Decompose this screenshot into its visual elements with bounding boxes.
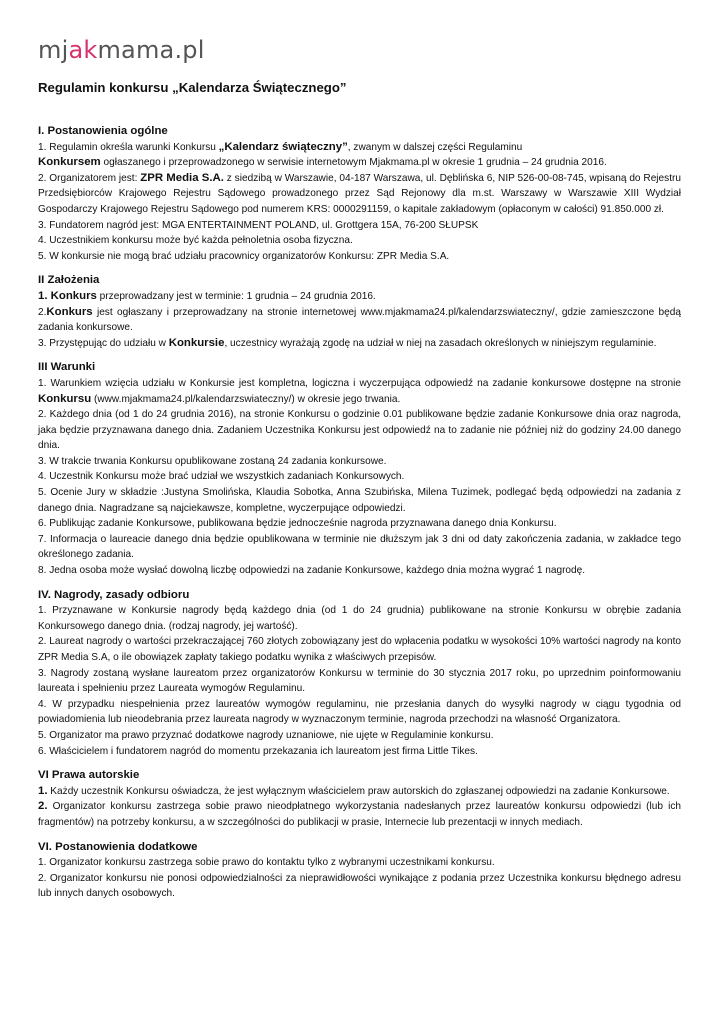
paragraph: 3. Nagrody zostaną wysłane laureatom przez organizatorów Konkursu w terminie do 30 stycznia 2017 roku, po uprzednim poinformowaniu laureata i spełnieniu przez Laureata wymogów Regulaminu. bbox=[38, 667, 681, 695]
text: , zwanym w dalszej części Regulaminu bbox=[347, 141, 523, 153]
text: ogłaszanego i przeprowadzonego w serwisie internetowym Mjakmama.pl w okresie 1 grudnia – 24 grudnia 2016. bbox=[100, 157, 607, 169]
paragraph: 4. Uczestnik Konkursu może brać udział we wszystkich zadaniach Konkursowych. bbox=[38, 471, 405, 483]
organizer-name: ZPR Media S.A. bbox=[140, 171, 224, 184]
paragraph: 6. Właścicielem i fundatorem nagród do momentu przekazania ich laureatom jest firma Little Tikes. bbox=[38, 745, 478, 757]
document-title: Regulamin konkursu „Kalendarza Świątecznego” bbox=[38, 80, 347, 95]
paragraph: 5. W konkursie nie mogą brać udziału pracownicy organizatorów Konkursu: ZPR Media S.A. bbox=[38, 250, 450, 262]
emphasis: Konkursie bbox=[168, 336, 225, 349]
logo-text-accent: ak bbox=[68, 36, 98, 64]
paragraph: 8. Jedna osoba może wysłać dowolną liczbę odpowiedzi na zadanie Konkursowe, każdego dnia można wygrać 1 nagrodę. bbox=[38, 565, 586, 577]
paragraph: 4. Uczestnikiem konkursu może być każda pełnoletnia osoba fizyczna. bbox=[38, 235, 353, 247]
text: , uczestnicy wyrażają zgodę na udział w niej na zasadach określonych w niniejszym regulaminie. bbox=[224, 337, 657, 349]
paragraph: 1. Przyznawane w Konkursie nagrody będą każdego dnia (od 1 do 24 grudnia) publikowane na stronie Konkursu w obrębie zadania Konkursowego danego dnia. (rodzaj nagrody, jej wartość). bbox=[38, 605, 681, 632]
text: 3. Przystępując do udziału w bbox=[38, 337, 169, 349]
emphasis: 1. Konkurs bbox=[38, 289, 97, 302]
emphasis: Konkurs bbox=[46, 305, 93, 318]
section-heading: III Warunki bbox=[38, 361, 96, 374]
paragraph: 3. W trakcie trwania Konkursu opublikowane zostaną 24 zadania konkursowe. bbox=[38, 455, 387, 467]
text: 1. Warunkiem wzięcia udziału w Konkursie jest kompletna, logiczna i wyczerpująca odpowiedź na zadanie konkursowe dostępne na stronie bbox=[38, 377, 681, 389]
paragraph bbox=[38, 376, 681, 407]
logo-text-start: mj bbox=[38, 36, 69, 64]
paragraph: 2. Każdego dnia (od 1 do 24 grudnia 2016), na stronie Konkursu o godzinie 0.01 publikowane będzie zadanie Konkursowe dnia oraz nagroda, jaka będzie przyznawana danego dnia. Zadaniem Uczestnika Konkursu jest odpowiedź na to zadanie nie później niż do godziny 24.00 danego dnia. bbox=[38, 409, 681, 452]
paragraph bbox=[38, 305, 681, 336]
section-prizes bbox=[38, 588, 681, 760]
paragraph bbox=[38, 140, 681, 156]
text: 2. Organizatorem jest: bbox=[38, 172, 141, 184]
text: Każdy uczestnik Konkursu oświadcza, że jest wyłącznym właścicielem praw autorskich do zgłaszanej odpowiedzi na zadanie Konkursowe. bbox=[47, 785, 670, 797]
section-general-provisions bbox=[38, 124, 681, 264]
paragraph: 2. Laureat nagrody o wartości przekraczającej 760 złotych zobowiązany jest do wpłacenia podatku w wysokości 10% wartości nagrody na konto ZPR Media S.A, o ile obowiązek zapłaty takiego podatku wynika z właściwych przepisów. bbox=[38, 636, 681, 663]
paragraph bbox=[38, 171, 681, 218]
paragraph: 5. Ocenie Jury w składzie :Justyna Smolińska, Klaudia Sobotka, Anna Szubińska, Milena Tuzimek, podlegać będą odpowiedzi na zadania z danego dnia. Nagradzane są najciekawsze, kompletne, wyczerpujące odpowiedzi. bbox=[38, 487, 681, 514]
contest-name: „Kalendarz świąteczny” bbox=[218, 140, 348, 153]
paragraph: 1. Organizator konkursu zastrzega sobie prawo do kontaktu tylko z wybranymi uczestnikami konkursu. bbox=[38, 857, 495, 869]
paragraph bbox=[38, 784, 681, 800]
emphasis: Konkursu bbox=[38, 392, 92, 405]
section-heading: IV. Nagrody, zasady odbioru bbox=[38, 588, 190, 601]
section-additional-provisions bbox=[38, 840, 681, 902]
paragraph: 6. Publikując zadanie Konkursowe, publikowana będzie jednocześnie nagroda przyznawana danego dnia Konkursu. bbox=[38, 518, 557, 530]
site-logo[interactable] bbox=[38, 36, 205, 64]
section-heading: II Założenia bbox=[38, 274, 100, 287]
emphasis: 2. bbox=[38, 800, 48, 813]
text: (www.mjakmama24.pl/kalendarzswiateczny/) w okresie jego trwania. bbox=[91, 393, 401, 405]
text: przeprowadzany jest w terminie: 1 grudnia – 24 grudnia 2016. bbox=[96, 290, 376, 302]
paragraph: 7. Informacja o laureacie danego dnia będzie opublikowana w terminie nie dłuższym jak 3 dni od daty zakończenia zadania, w zakładce tego określonego zadania. bbox=[38, 533, 681, 561]
text: 2. bbox=[38, 306, 47, 318]
text: Organizator konkursu zastrzega sobie prawo nieodpłatnego wykorzystania nadesłanych przez laureatów konkursu odpowiedzi (lub ich fragmentów) na potrzeby konkursu, a w szczególności do publikacji w prasie, Internecie lub prezentacji w innych mediach. bbox=[38, 801, 681, 828]
paragraph: 5. Organizator ma prawo przyznać dodatkowe nagrody uznaniowe, nie ujęte w Regulaminie konkursu. bbox=[38, 729, 494, 741]
text: jest ogłaszany i przeprowadzany na stronie internetowej www.mjakmama24.pl/kalendarzswiateczny/, gdzie zamieszczone będą zadania konkursowe. bbox=[38, 306, 681, 334]
section-conditions bbox=[38, 360, 681, 578]
paragraph bbox=[38, 289, 681, 305]
section-copyright bbox=[38, 768, 681, 830]
paragraph: 2. Organizator konkursu nie ponosi odpowiedzialności za nieprawidłowości wynikające z podania przez Uczestnika konkursu błędnego adresu lub innych danych osobowych. bbox=[38, 872, 681, 900]
logo-text-end: mama.pl bbox=[97, 36, 205, 64]
text: 1. Regulamin określa warunki Konkursu bbox=[38, 141, 219, 153]
paragraph bbox=[38, 155, 681, 171]
section-assumptions bbox=[38, 273, 681, 351]
section-heading: VI. Postanowienia dodatkowe bbox=[38, 840, 198, 853]
paragraph bbox=[38, 336, 681, 352]
emphasis: Konkursem bbox=[38, 156, 101, 169]
section-heading: I. Postanowienia ogólne bbox=[38, 125, 168, 137]
paragraph: 4. W przypadku niespełnienia przez laureatów wymogów regulaminu, nie przesłania danych do wysyłki nagrody w ciągu tygodnia od powiadomienia lub nieodebrania przez laureata nagrody w wyznaczonym terminie, nagroda przechodzi na własność Organizatora. bbox=[38, 698, 681, 726]
paragraph bbox=[38, 799, 681, 830]
paragraph: 3. Fundatorem nagród jest: MGA ENTERTAINMENT POLAND, ul. Grottgera 15A, 76-200 SŁUPSK bbox=[38, 219, 479, 231]
section-heading: VI Prawa autorskie bbox=[38, 769, 140, 782]
emphasis: 1. bbox=[38, 784, 48, 797]
document-body bbox=[38, 124, 681, 909]
text: z siedzibą w Warszawie, 04-187 Warszawa, ul. Dęblińska 6, NIP 526-00-08-745, wpisaną do Rejestru Przedsiębiorców Krajowego Rejestru Sądowego prowadzonego przez Sąd Rejonowy dla m.st. Warszawy w Warszawie XIII Wydział Gospodarczy Krajowego Rejestru Sądowego pod numerem KRS: 0000291159, o kapitale zakładowym (opłaconym w całości) 91.850.000 zł. bbox=[38, 172, 681, 215]
